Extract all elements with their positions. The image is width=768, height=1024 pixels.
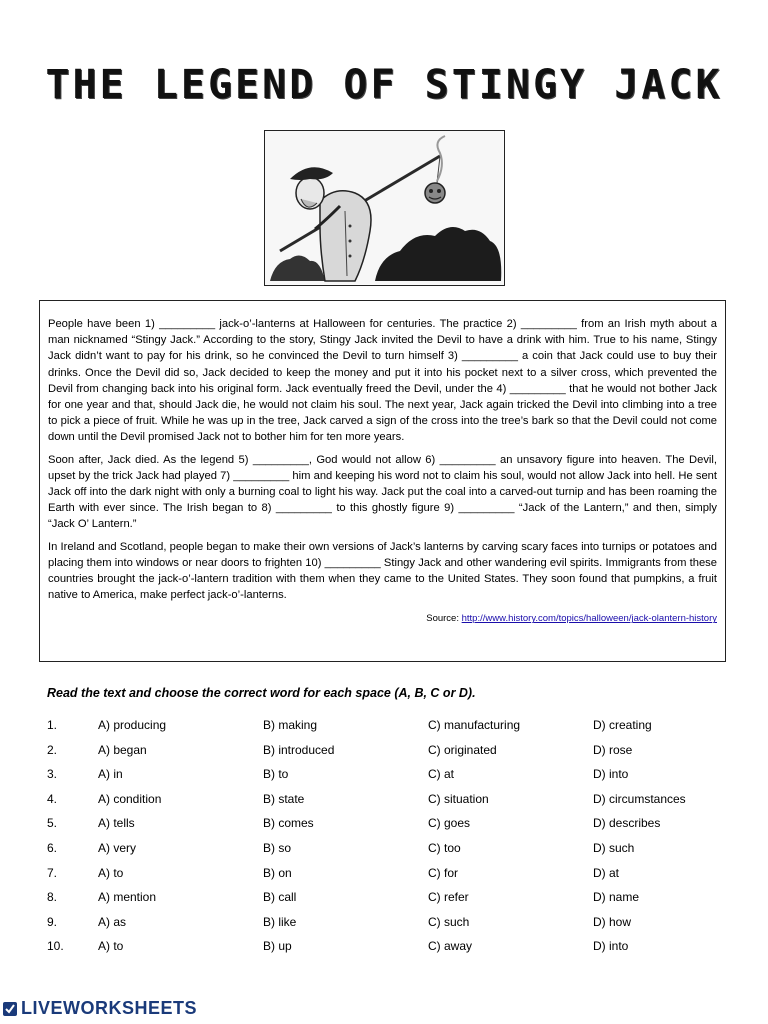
option-b[interactable]: B) making [263, 718, 318, 732]
passage-paragraph-2: Soon after, Jack died. As the legend 5) _________, God would not allow 6) _________ an unsavory figure into heaven. The Devil, upset by the trick Jack had played 7) _________ him and keeping his word not to claim his soul, would not allow Jack into hell. He sent Jack off into the dark night with only a burning coal to light his way. Jack put the coal into a carved-out turnip and has been roaming the Earth with ever since. The Irish began to 8) _________ to this ghostly figure 9) _________ “Jack of the Lantern,” and then, simply “Jack O’ Lantern.” [48, 453, 717, 531]
option-d[interactable]: D) into [593, 767, 629, 782]
question-row [0, 939, 768, 959]
option-a[interactable]: A) tells [98, 816, 135, 831]
option-c[interactable]: C) goes [428, 816, 471, 831]
option-a[interactable]: A) in [98, 767, 123, 782]
option-a[interactable]: A) very [98, 841, 137, 855]
option-b[interactable]: B) on [263, 865, 292, 880]
option-a[interactable]: A) producing [98, 718, 167, 732]
instruction-text: Read the text and choose the correct word for each space (A, B, C or D). [47, 686, 476, 700]
option-a[interactable]: A) to [98, 865, 124, 880]
option-a[interactable]: A) began [98, 742, 147, 757]
question-row [0, 792, 768, 812]
question-number: 7. [47, 865, 58, 880]
option-b[interactable]: B) comes [263, 816, 314, 831]
question-number: 5. [47, 816, 58, 831]
option-c[interactable]: C) at [428, 767, 455, 782]
option-b[interactable]: B) up [263, 939, 292, 954]
question-row [0, 767, 768, 787]
option-c[interactable]: C) away [428, 939, 473, 954]
option-b[interactable]: B) so [263, 841, 292, 855]
option-d[interactable]: D) describes [593, 816, 661, 831]
option-c[interactable]: C) situation [428, 791, 489, 806]
question-row [0, 718, 768, 738]
question-number: 3. [47, 767, 58, 782]
option-a[interactable]: A) as [98, 914, 127, 929]
option-d[interactable]: D) creating [593, 718, 652, 732]
question-row [0, 743, 768, 763]
source-label: Source: [426, 613, 459, 625]
question-number: 6. [47, 841, 58, 855]
option-c[interactable]: C) refer [428, 890, 469, 905]
option-c[interactable]: C) manufacturing [428, 718, 521, 732]
option-d[interactable]: D) rose [593, 742, 633, 757]
option-b[interactable]: B) like [263, 914, 297, 929]
option-c[interactable]: C) for [428, 865, 458, 880]
option-b[interactable]: B) to [263, 767, 289, 782]
option-d[interactable]: D) at [593, 865, 620, 880]
question-row [0, 890, 768, 910]
question-number: 8. [47, 890, 58, 905]
option-d[interactable]: D) circumstances [593, 791, 686, 806]
option-b[interactable]: B) call [263, 890, 297, 905]
option-d[interactable]: D) such [593, 841, 635, 855]
option-d[interactable]: D) name [593, 890, 640, 905]
question-number: 9. [47, 914, 58, 929]
question-row [0, 915, 768, 935]
logo-text: LIVEWORKSHEETS [21, 998, 198, 1018]
option-a[interactable]: A) to [98, 939, 124, 954]
option-a[interactable]: A) condition [98, 791, 162, 806]
question-row [0, 841, 768, 861]
passage-paragraph-3: In Ireland and Scotland, people began to make their own versions of Jack’s lanterns by carving scary faces into turnips or potatoes and placing them into windows or near doors to frighten 10) _________ Stingy Jack and other wandering evil spirits. Immigrants from these countries brought the jack-o’-lantern tradition with them when they came to the United States. They soon found that pumpkins, a fruit native to America, make perfect jack-o’-lanterns. [48, 540, 717, 602]
option-d[interactable]: D) into [593, 939, 629, 954]
option-c[interactable]: C) originated [428, 742, 497, 757]
source-citation [48, 611, 717, 627]
option-c[interactable]: C) such [428, 914, 470, 929]
question-number: 1. [47, 718, 58, 732]
question-number: 4. [47, 791, 58, 806]
option-a[interactable]: A) mention [98, 890, 157, 905]
question-number: 2. [47, 742, 58, 757]
question-row [0, 866, 768, 886]
page-title: THE LEGEND OF STINGY JACK [45, 62, 723, 108]
option-b[interactable]: B) state [263, 791, 305, 806]
stingy-jack-illustration [264, 130, 505, 286]
question-number: 10. [47, 939, 64, 954]
passage-paragraph-1: People have been 1) _________ jack-o’-lanterns at Halloween for centuries. The practice 2) _________ from an Irish myth about a man nicknamed “Stingy Jack.” According to the story, Stingy Jack invited the Devil to have a drink with him. True to his name, Stingy Jack didn’t want to pay for his drink, so he convinced the Devil to turn himself 3) _________ a coin that Jack could use to buy their drinks. Once the Devil did so, Jack decided to keep the money and put it into his pocket next to a silver cross, which prevented the Devil from changing back into his original form. Jack eventually freed the Devil, under the 4) _________ that he would not bother Jack for one year and that, should Jack die, he would not claim his soul. The next year, Jack again tricked the Devil into climbing into a tree to pick a piece of fruit. While he was up in the tree, Jack carved a sign of the cross into the tree’s bark so that the Devil could not come down until the Devil promised Jack not to bother him for ten more years. [48, 318, 717, 444]
source-link[interactable]: http://www.history.com/topics/halloween/jack-olantern-history [461, 613, 717, 625]
story-passage [39, 300, 726, 662]
liveworksheets-logo[interactable] [2, 998, 197, 1019]
liveworksheets-logo-icon [2, 1001, 18, 1017]
question-row [0, 816, 768, 836]
option-c[interactable]: C) too [428, 841, 461, 855]
option-b[interactable]: B) introduced [263, 742, 335, 757]
illustration-drawing [265, 131, 503, 284]
option-d[interactable]: D) how [593, 914, 632, 929]
